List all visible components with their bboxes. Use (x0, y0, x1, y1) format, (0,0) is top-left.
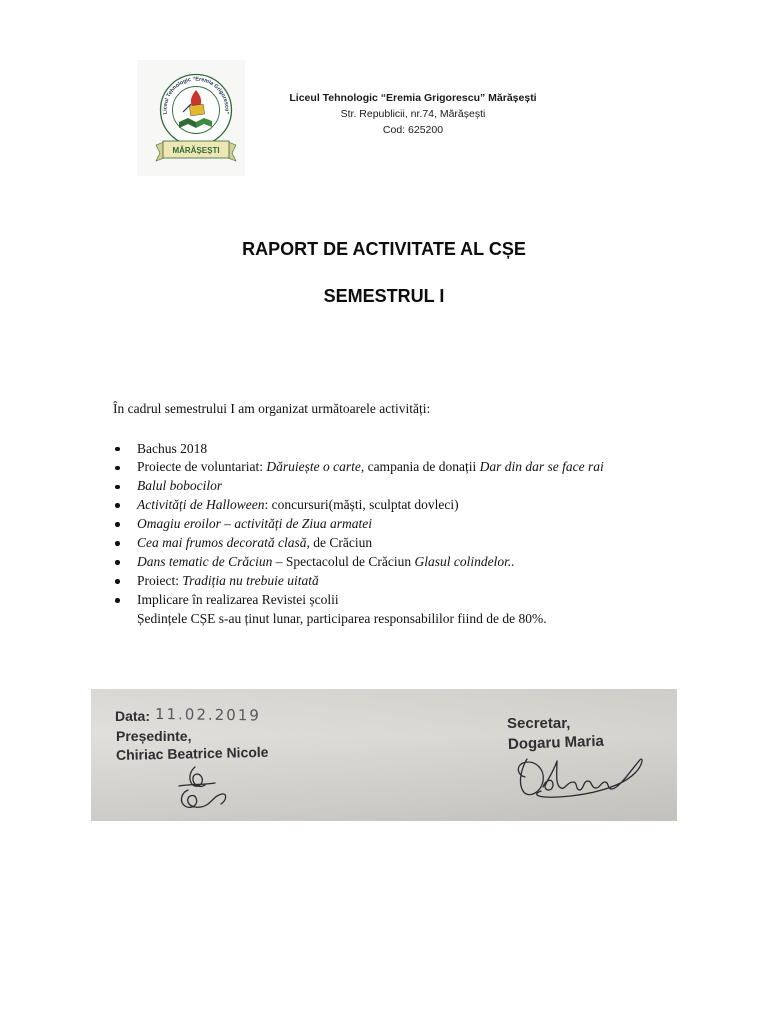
bullet-dot (115, 503, 120, 508)
secretary-title: Secretar, (507, 715, 571, 732)
bullet-dot (115, 466, 120, 471)
activity-project-title: Tradiția nu trebuie uitată (182, 572, 319, 588)
activity-text: , de Crăciun (306, 535, 373, 551)
school-name: Liceul Tehnologic “Eremia Grigorescu” Mărășești (289, 92, 537, 104)
list-item (137, 458, 604, 477)
school-code: Cod: 625200 (382, 124, 444, 136)
list-item (137, 496, 604, 515)
bullet-dot (115, 522, 120, 527)
bullet-dot (115, 447, 120, 452)
school-address: Str. Republicii, nr.74, Mărășești (340, 108, 486, 120)
activity-text: Implicare în realizarea Revistei școlii (137, 591, 339, 607)
bullet-dot (115, 579, 120, 584)
list-item (137, 553, 604, 572)
intro-paragraph: În cadrul semestrului I am organizat următoarele activități: (113, 401, 431, 416)
president-name: Chiriac Beatrice Nicole (115, 743, 269, 763)
list-item (137, 591, 604, 610)
bullet-dot (115, 560, 120, 565)
list-item (137, 572, 604, 591)
activity-text: Bachus 2018 (137, 440, 208, 456)
date-label: Data: (115, 708, 151, 724)
bullet-dot (115, 485, 120, 490)
list-item (137, 477, 604, 496)
activities-block (137, 440, 604, 629)
logo-banner-text-span: MĂRĂȘEȘTI (172, 145, 220, 155)
activity-text: Proiecte de voluntariat: (137, 459, 267, 475)
activity-text: : concursuri(măști, sculptat dovleci) (264, 497, 459, 513)
list-item (137, 534, 604, 553)
activity-project-title: Cea mai frumos decorată clasă (137, 535, 307, 551)
activity-project-title: Omagiu eroilor – activități de Ziua armatei (137, 516, 372, 532)
school-logo (137, 60, 245, 176)
activity-project-title: Dans tematic de Crăciun (137, 553, 273, 569)
list-item (137, 515, 604, 534)
secretary-signature (518, 759, 642, 797)
logo-plate-emblem (189, 104, 204, 116)
president-title: Președinte, (116, 728, 192, 744)
logo-ring-text-path: Liceul Tehnologic “Eremia Grigorescu” (162, 76, 230, 115)
secretary-name: Dogaru Maria (507, 732, 605, 753)
signature-photo (91, 689, 677, 821)
page-subtitle: SEMESTRUL I (323, 286, 445, 306)
activity-project-title: Glasul colindelor.. (414, 553, 515, 569)
handwritten-date: 11.02.2019 (154, 705, 262, 725)
bullet-dot (115, 541, 120, 546)
activity-project-title: Dar din dar se face rai (479, 459, 604, 475)
activity-text: Proiect: (137, 572, 183, 588)
activity-text: , campania de donații (360, 459, 480, 475)
school-header (263, 90, 563, 138)
logo-banner-text (172, 146, 219, 155)
activity-project-title: Dăruiește o carte (266, 459, 361, 475)
activities-list (137, 440, 604, 610)
president-signature (179, 767, 226, 807)
closing-note: Ședințele CȘE s-au ținut lunar, participarea responsabililor fiind de de 80%. (137, 610, 547, 626)
activity-text: – Spectacolul de Crăciun (272, 553, 415, 569)
page-title: RAPORT DE ACTIVITATE AL CȘE (242, 239, 526, 259)
activity-project-title: Activități de Halloween (137, 497, 265, 513)
list-item (137, 440, 604, 459)
activity-project-title: Balul bobocilor (137, 478, 223, 494)
signatures-drawing (91, 689, 677, 821)
bullet-dot (115, 598, 120, 603)
